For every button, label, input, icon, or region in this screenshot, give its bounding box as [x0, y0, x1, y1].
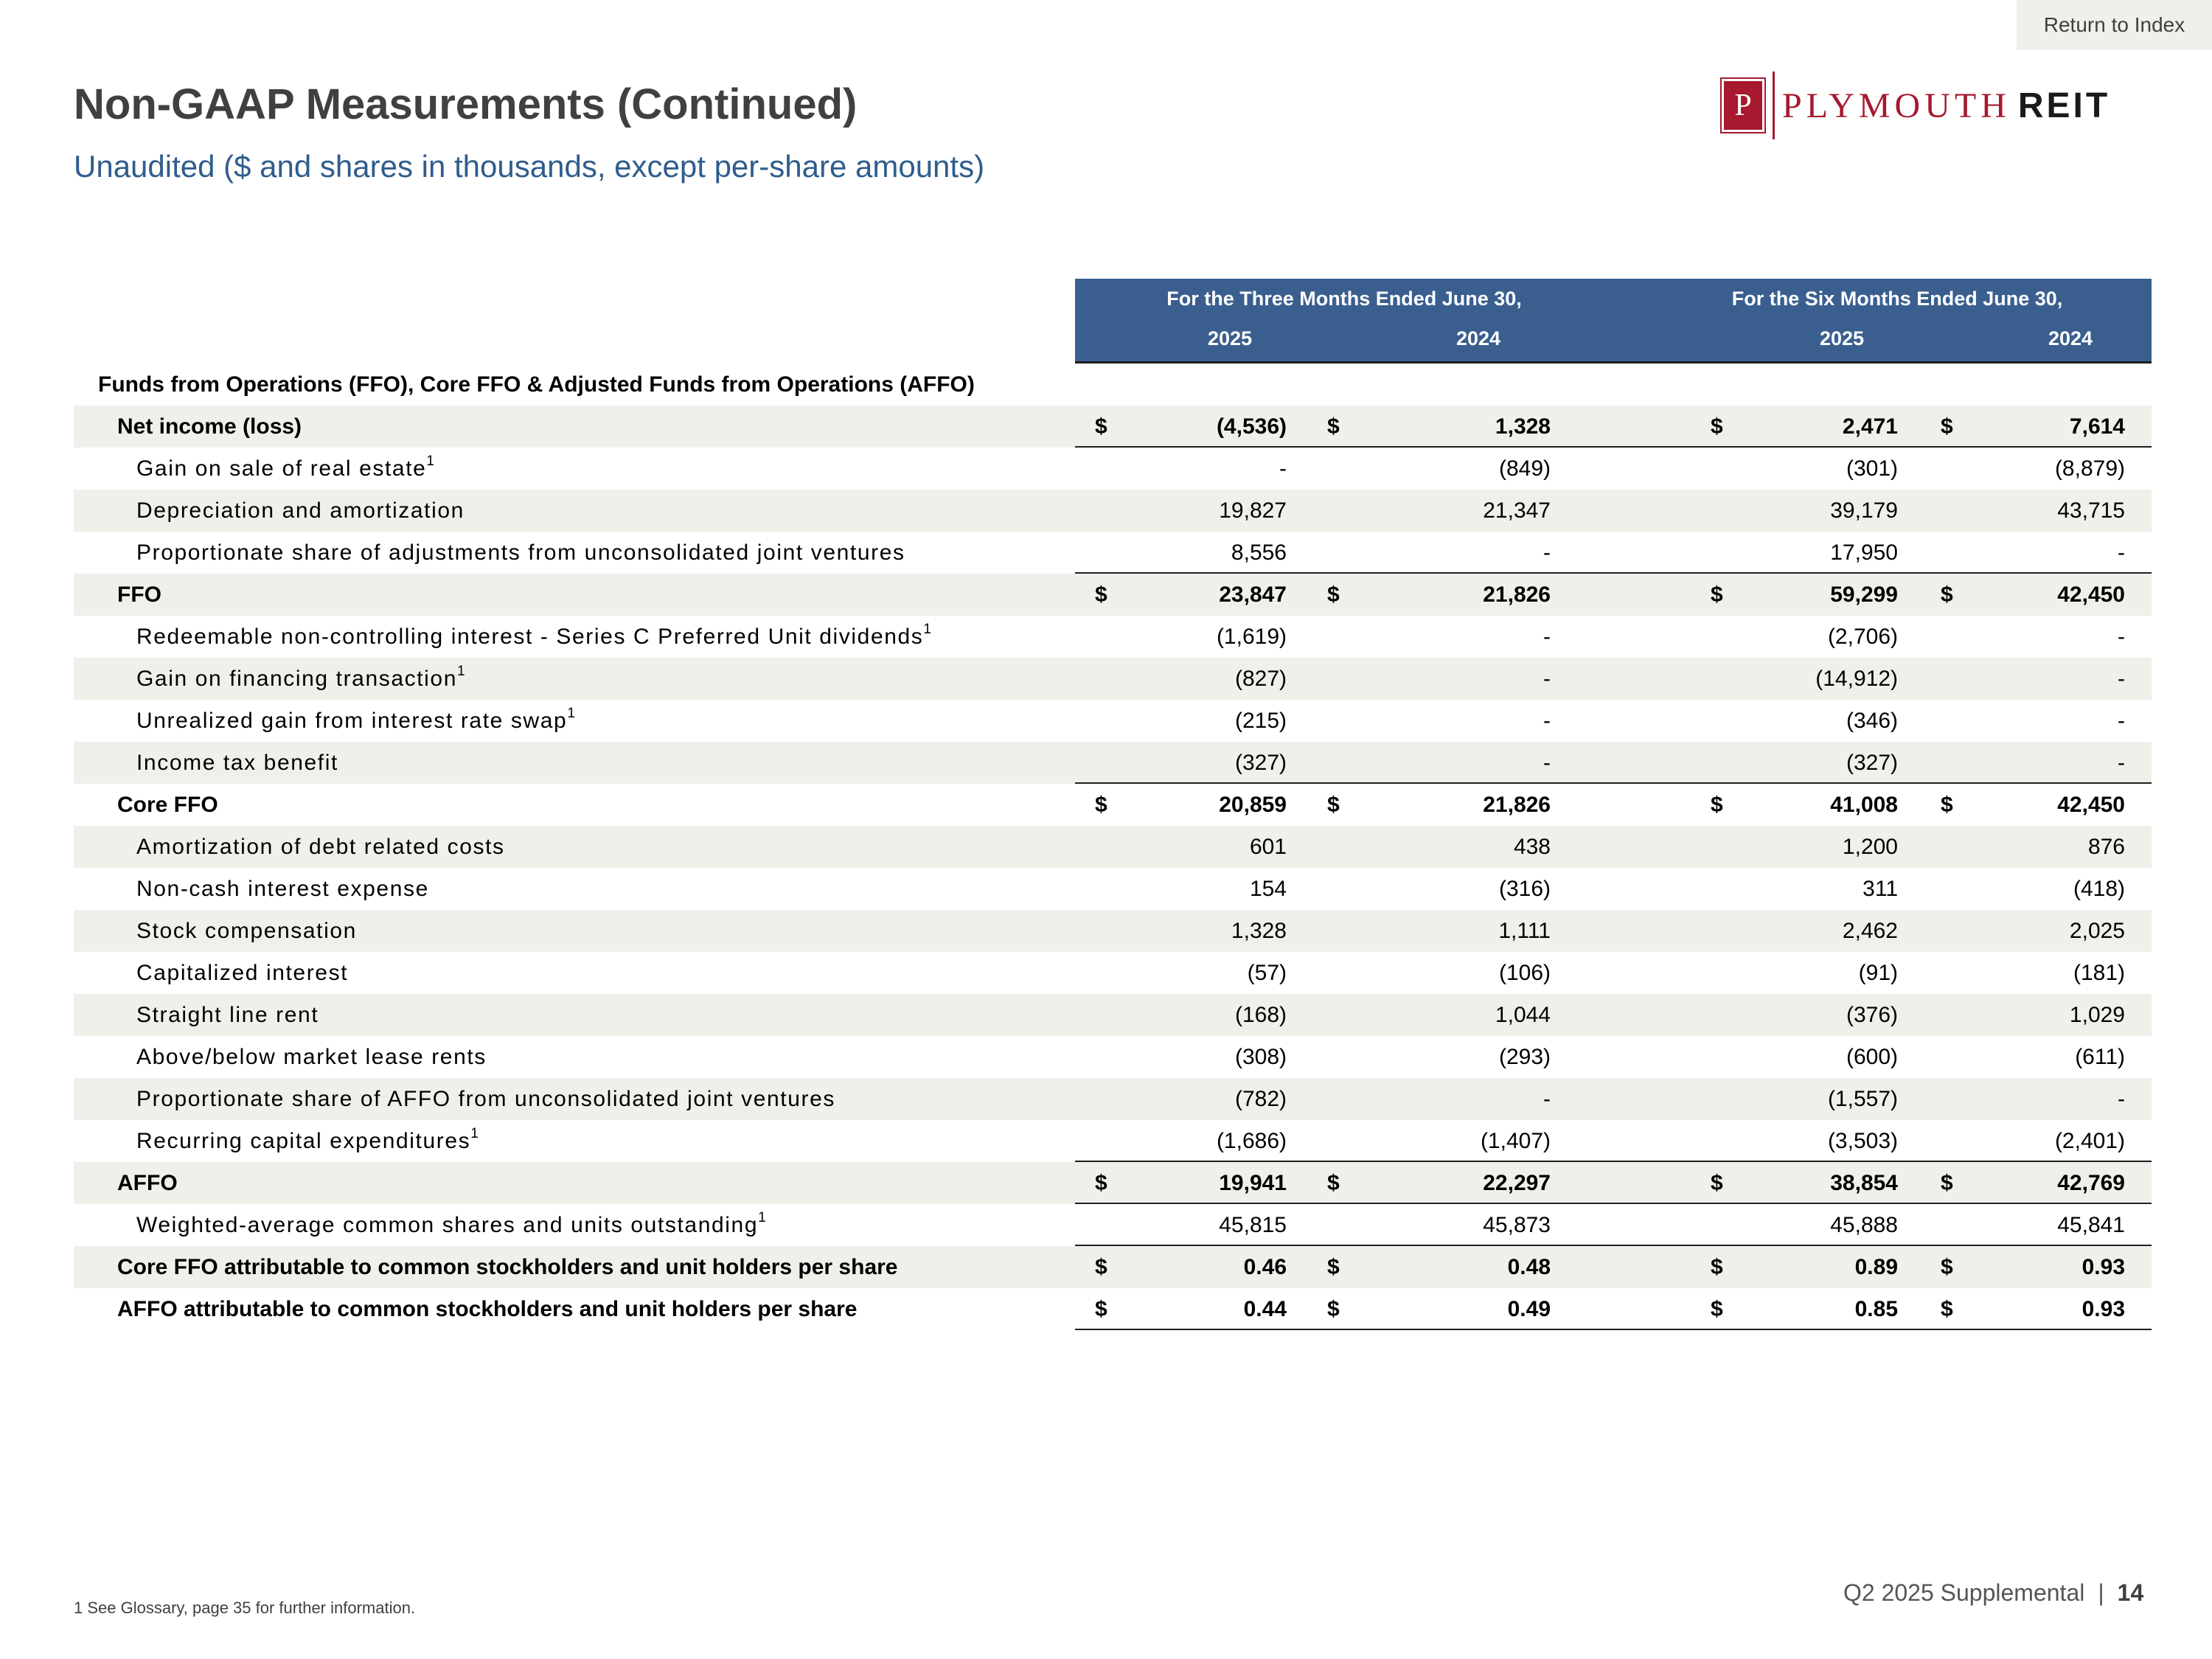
currency-symbol: $ — [1327, 414, 1340, 439]
value-cell: 21,826 — [1483, 793, 1551, 817]
logo-divider — [1773, 72, 1775, 139]
footnote-marker: 1 — [758, 1210, 766, 1225]
header-year-6m-2025: 2025 — [1819, 327, 1865, 349]
value-cell: - — [2118, 540, 2125, 565]
value-cell: (215) — [1234, 709, 1287, 733]
table-row — [74, 1036, 2152, 1078]
row-label — [74, 1036, 487, 1078]
value-cell: 1,328 — [1231, 919, 1287, 943]
value-cell: 1,029 — [2069, 1003, 2125, 1027]
row-label-text: Non-cash interest expense — [136, 877, 429, 901]
value-cell: 41,008 — [1830, 793, 1898, 817]
row-label-text: AFFO attributable to common stockholders and unit holders per share — [117, 1297, 858, 1321]
value-cell: 21,347 — [1483, 498, 1551, 523]
table-row — [74, 1288, 2152, 1330]
plymouth-reit-logo — [1724, 69, 2110, 142]
value-cell: (91) — [1858, 961, 1898, 985]
header-six-months: For the Six Months Ended June 30, — [1731, 288, 2063, 310]
row-label — [74, 784, 218, 826]
value-cell: (8,879) — [2054, 456, 2125, 481]
value-cell: 42,450 — [2057, 582, 2125, 607]
row-label — [74, 742, 338, 784]
row-label — [74, 574, 161, 616]
currency-symbol: $ — [1095, 582, 1107, 607]
page-number: 14 — [2117, 1579, 2144, 1606]
value-cell: 0.44 — [1243, 1297, 1287, 1321]
value-cell: 45,888 — [1830, 1213, 1898, 1237]
row-label-text: Unrealized gain from interest rate swap — [136, 709, 568, 733]
row-label — [74, 448, 434, 490]
table-row — [74, 1078, 2152, 1120]
value-cell: 43,715 — [2057, 498, 2125, 523]
row-label — [74, 1078, 835, 1120]
currency-symbol: $ — [1711, 414, 1723, 439]
value-cell: - — [1543, 625, 1551, 649]
return-to-index-button[interactable]: Return to Index — [2017, 0, 2212, 50]
value-cell: (308) — [1234, 1045, 1287, 1069]
value-cell: 45,815 — [1219, 1213, 1287, 1237]
currency-symbol: $ — [1941, 1255, 1953, 1279]
table-row — [74, 1162, 2152, 1204]
value-cell: (1,686) — [1216, 1129, 1287, 1153]
footer-separator: | — [2098, 1579, 2104, 1606]
header-year-6m-2024: 2024 — [2048, 327, 2093, 349]
currency-symbol: $ — [1095, 1171, 1107, 1195]
table-row — [74, 658, 2152, 700]
table-row — [74, 826, 2152, 868]
value-cell: (376) — [1846, 1003, 1898, 1027]
row-label — [74, 1204, 766, 1246]
value-cell: 876 — [2087, 835, 2125, 859]
header-three-months: For the Three Months Ended June 30, — [1166, 288, 1522, 310]
table-row — [74, 952, 2152, 994]
table-row — [74, 868, 2152, 910]
row-label-text: Gain on financing transaction — [136, 667, 457, 691]
currency-symbol: $ — [1095, 414, 1107, 439]
logo-name: PLYMOUTH — [1782, 86, 2011, 125]
value-cell: (106) — [1498, 961, 1551, 985]
value-cell: (3,503) — [1827, 1129, 1898, 1153]
value-cell: 38,854 — [1830, 1171, 1898, 1195]
value-cell: 2,462 — [1842, 919, 1898, 943]
row-label — [74, 1162, 178, 1204]
value-cell: 39,179 — [1830, 498, 1898, 523]
currency-symbol: $ — [1711, 582, 1723, 607]
row-label — [74, 532, 905, 574]
value-cell: 8,556 — [1231, 540, 1287, 565]
row-label — [74, 868, 429, 910]
value-cell: 1,328 — [1495, 414, 1551, 439]
row-label — [74, 406, 302, 448]
row-label-text: Weighted-average common shares and units outstanding — [136, 1213, 759, 1237]
table-row — [74, 994, 2152, 1036]
table-row — [74, 910, 2152, 952]
value-cell: (827) — [1234, 667, 1287, 691]
row-label — [74, 1288, 857, 1330]
section-title-row — [74, 364, 2152, 406]
value-cell: - — [2118, 1087, 2125, 1111]
footnote-marker: 1 — [923, 622, 931, 637]
value-cell: (1,619) — [1216, 625, 1287, 649]
currency-symbol: $ — [1711, 1255, 1723, 1279]
table-row — [74, 700, 2152, 742]
row-label — [74, 826, 505, 868]
header-year-3m-2025: 2025 — [1207, 327, 1253, 349]
value-cell: (600) — [1846, 1045, 1898, 1069]
value-cell: 0.48 — [1507, 1255, 1551, 1279]
value-cell: 0.89 — [1854, 1255, 1898, 1279]
value-cell: 2,471 — [1842, 414, 1898, 439]
value-cell: (168) — [1234, 1003, 1287, 1027]
value-cell: - — [1279, 456, 1287, 481]
currency-symbol: $ — [1327, 1255, 1340, 1279]
row-label-text: Depreciation and amortization — [136, 498, 465, 523]
value-cell: (181) — [2073, 961, 2125, 985]
value-cell: - — [1543, 709, 1551, 733]
currency-symbol: $ — [1095, 1255, 1107, 1279]
currency-symbol: $ — [1941, 582, 1953, 607]
currency-symbol: $ — [1941, 414, 1953, 439]
header-year-3m-2024: 2024 — [1455, 327, 1501, 349]
currency-symbol: $ — [1327, 793, 1340, 817]
value-cell: (1,407) — [1480, 1129, 1551, 1153]
value-cell: (57) — [1247, 961, 1287, 985]
value-cell: (293) — [1498, 1045, 1551, 1069]
value-cell: - — [2118, 667, 2125, 691]
table-row — [74, 616, 2152, 658]
currency-symbol: $ — [1327, 1297, 1340, 1321]
table-row — [74, 1204, 2152, 1246]
row-label-text: Amortization of debt related costs — [136, 835, 505, 859]
footnote-marker: 1 — [567, 706, 575, 721]
value-cell: 20,859 — [1219, 793, 1287, 817]
row-label-text: Core FFO — [117, 793, 218, 817]
value-cell: 45,873 — [1483, 1213, 1551, 1237]
logo-reit: REIT — [2017, 86, 2111, 125]
table-row — [74, 1120, 2152, 1162]
value-cell: - — [2118, 751, 2125, 775]
table-row — [74, 406, 2152, 448]
value-cell: - — [2118, 709, 2125, 733]
currency-symbol: $ — [1327, 582, 1340, 607]
value-cell: 42,769 — [2057, 1171, 2125, 1195]
row-label-text: Net income (loss) — [117, 414, 302, 439]
value-cell: (2,706) — [1827, 625, 1898, 649]
table-row — [74, 532, 2152, 574]
value-cell: - — [1543, 1087, 1551, 1111]
footnote-marker: 1 — [456, 664, 465, 679]
value-cell: 311 — [1863, 877, 1898, 901]
row-label-text: AFFO — [117, 1171, 178, 1195]
value-cell: - — [2118, 625, 2125, 649]
table-row — [74, 574, 2152, 616]
section-title: Funds from Operations (FFO), Core FFO & Adjusted Funds from Operations (AFFO) — [98, 372, 975, 397]
value-cell: 23,847 — [1219, 582, 1287, 607]
row-label — [74, 658, 465, 700]
value-cell: (327) — [1234, 751, 1287, 775]
row-label-text: Income tax benefit — [136, 751, 338, 775]
value-cell: (14,912) — [1815, 667, 1898, 691]
currency-symbol: $ — [1711, 1297, 1723, 1321]
row-label — [74, 952, 348, 994]
value-cell: - — [1543, 540, 1551, 565]
value-cell: 42,450 — [2057, 793, 2125, 817]
value-cell: 19,941 — [1219, 1171, 1287, 1195]
value-cell: - — [1543, 751, 1551, 775]
row-label-text: Redeemable non-controlling interest - Series C Preferred Unit dividends — [136, 625, 924, 649]
value-cell: 0.85 — [1854, 1297, 1898, 1321]
value-cell: (346) — [1846, 709, 1898, 733]
currency-symbol: $ — [1711, 1171, 1723, 1195]
value-cell: 7,614 — [2069, 414, 2125, 439]
value-cell: (2,401) — [2054, 1129, 2125, 1153]
currency-symbol: $ — [1095, 793, 1107, 817]
row-label-text: Gain on sale of real estate — [136, 456, 427, 481]
row-label-text: Proportionate share of adjustments from unconsolidated joint ventures — [136, 540, 905, 565]
value-cell: 21,826 — [1483, 582, 1551, 607]
value-cell: - — [1543, 667, 1551, 691]
row-label — [74, 490, 465, 532]
row-label — [74, 994, 319, 1036]
value-cell: 438 — [1513, 835, 1551, 859]
table-header — [1075, 279, 2152, 364]
value-cell: 0.46 — [1243, 1255, 1287, 1279]
row-label — [74, 910, 357, 952]
currency-symbol: $ — [1095, 1297, 1107, 1321]
currency-symbol: $ — [1327, 1171, 1340, 1195]
row-label-text: Core FFO attributable to common stockholders and unit holders per share — [117, 1255, 898, 1279]
value-cell: 1,044 — [1495, 1003, 1551, 1027]
row-label-text: Recurring capital expenditures — [136, 1129, 471, 1153]
footnote-marker: 1 — [426, 453, 434, 469]
table-row — [74, 742, 2152, 784]
value-cell: 154 — [1249, 877, 1287, 901]
table-row — [74, 448, 2152, 490]
currency-symbol: $ — [1941, 1171, 1953, 1195]
currency-symbol: $ — [1711, 793, 1723, 817]
row-label — [74, 1246, 897, 1288]
page-title: Non-GAAP Measurements (Continued) — [74, 80, 858, 128]
value-cell: 1,111 — [1498, 919, 1551, 943]
value-cell: 0.49 — [1507, 1297, 1551, 1321]
value-cell: 59,299 — [1830, 582, 1898, 607]
value-cell: (418) — [2073, 877, 2125, 901]
value-cell: 1,200 — [1842, 835, 1898, 859]
value-cell: (301) — [1846, 456, 1898, 481]
value-cell: 601 — [1249, 835, 1287, 859]
value-cell: (327) — [1846, 751, 1898, 775]
table-row — [74, 490, 2152, 532]
value-cell: 45,841 — [2057, 1213, 2125, 1237]
currency-symbol: $ — [1941, 793, 1953, 817]
footnote: 1 See Glossary, page 35 for further information. — [74, 1599, 416, 1617]
row-label-text: Proportionate share of AFFO from unconsolidated joint ventures — [136, 1087, 835, 1111]
currency-symbol: $ — [1941, 1297, 1953, 1321]
page-subtitle: Unaudited ($ and shares in thousands, except per-share amounts) — [74, 149, 985, 184]
logo-mark: P — [1724, 81, 1762, 130]
row-label-text: Capitalized interest — [136, 961, 349, 985]
value-cell: (611) — [2075, 1045, 2125, 1069]
page-footer — [1843, 1579, 2143, 1607]
row-label-text: Above/below market lease rents — [136, 1045, 487, 1069]
table-row — [74, 1246, 2152, 1288]
value-cell: 2,025 — [2069, 919, 2125, 943]
footer-label: Q2 2025 Supplemental — [1843, 1579, 2085, 1606]
row-label — [74, 1120, 479, 1162]
row-label — [74, 616, 931, 658]
value-cell: (849) — [1498, 456, 1551, 481]
row-label — [74, 700, 575, 742]
value-cell: 17,950 — [1830, 540, 1898, 565]
row-rule — [1075, 1329, 2152, 1330]
value-cell: 19,827 — [1219, 498, 1287, 523]
value-cell: (782) — [1234, 1087, 1287, 1111]
table-row — [74, 784, 2152, 826]
row-label-text: Stock compensation — [136, 919, 357, 943]
value-cell: 0.93 — [2081, 1297, 2125, 1321]
value-cell: (1,557) — [1827, 1087, 1898, 1111]
row-label-text: Straight line rent — [136, 1003, 319, 1027]
value-cell: 22,297 — [1483, 1171, 1551, 1195]
row-label-text: FFO — [117, 582, 161, 607]
value-cell: (316) — [1498, 877, 1551, 901]
value-cell: (4,536) — [1216, 414, 1287, 439]
value-cell: 0.93 — [2081, 1255, 2125, 1279]
footnote-marker: 1 — [470, 1126, 479, 1141]
